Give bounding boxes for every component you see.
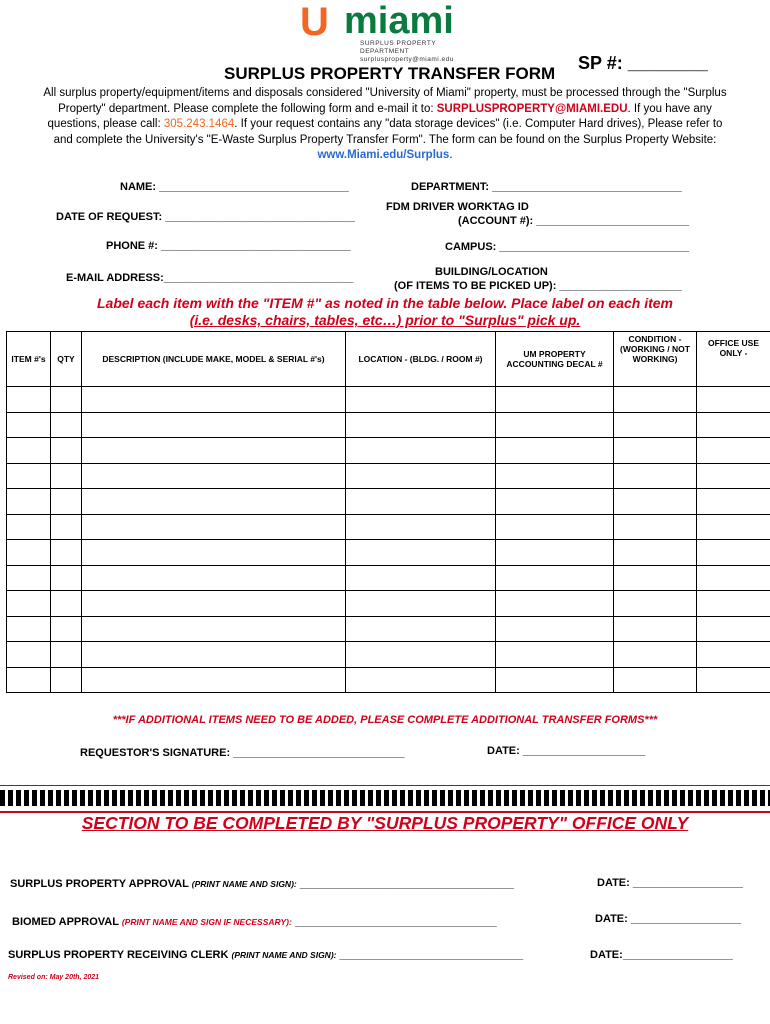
table-cell[interactable] [496,387,614,413]
table-cell[interactable] [82,514,346,540]
table-cell[interactable] [346,591,496,617]
col-item-number: ITEM #'s [7,332,51,387]
logo-wordmark: miami [344,0,454,42]
table-cell [697,565,770,591]
table-cell[interactable] [614,642,697,668]
table-cell[interactable] [7,616,51,642]
table-cell[interactable] [346,667,496,693]
table-cell[interactable] [614,489,697,515]
table-cell[interactable] [51,565,82,591]
surplus-email-link[interactable]: SURPLUSPROPERTY@MIAMI.EDU [436,102,628,115]
table-cell[interactable] [346,514,496,540]
table-row [7,463,770,489]
table-cell[interactable] [496,438,614,464]
clerk-date-field[interactable]: DATE:__________________ [590,949,733,961]
phone-number: 305.243.1464 [163,118,235,130]
table-cell[interactable] [82,438,346,464]
approval-date-field[interactable]: DATE: __________________ [597,877,743,889]
table-cell[interactable] [614,667,697,693]
table-cell[interactable] [346,616,496,642]
table-cell[interactable] [51,412,82,438]
table-cell[interactable] [496,667,614,693]
table-cell[interactable] [496,565,614,591]
form-title: SURPLUS PROPERTY TRANSFER FORM [224,64,556,83]
building-location-label: BUILDING/LOCATION [435,266,548,278]
name-field[interactable]: NAME: _______________________________ [120,181,349,193]
table-row [7,489,770,515]
table-row [7,438,770,464]
table-cell[interactable] [82,412,346,438]
table-cell[interactable] [51,489,82,515]
building-location-field[interactable]: (OF ITEMS TO BE PICKED UP): ____________________ [394,280,682,292]
table-cell[interactable] [614,438,697,464]
table-cell[interactable] [51,667,82,693]
table-row [7,667,770,693]
table-cell[interactable] [614,616,697,642]
table-row [7,387,770,413]
table-cell[interactable] [614,540,697,566]
table-cell [697,463,770,489]
table-cell[interactable] [82,591,346,617]
table-cell[interactable] [7,489,51,515]
table-cell[interactable] [7,667,51,693]
receiving-clerk-field[interactable]: SURPLUS PROPERTY RECEIVING CLERK (PRINT NAME AND SIGN): ______________________________ [8,949,524,961]
table-header-row [7,332,770,387]
table-cell[interactable] [51,514,82,540]
table-cell[interactable] [7,412,51,438]
table-row [7,540,770,566]
surplus-website-link[interactable]: www.Miami.edu/Surplus [317,149,450,161]
table-row [7,412,770,438]
sp-number-field: SP #: ________ [578,53,708,73]
table-cell[interactable] [346,489,496,515]
table-cell[interactable] [614,387,697,413]
worktag-label: FDM DRIVER WORKTAG ID [386,201,529,213]
intro-paragraph: All surplus property/equipment/items and disposals considered "University of Miami" property, must be processed through the "Surplus Property" department. Please complete the following form and e-mail it to: SURPLUSPROPERTY@MIAMI.EDU. If you have any questions, please call: 305.243.1464. If your request contains any "data storage devices" (i.e. Computer Hard drives), Please refer to and complete the University's "E-Waste Surplus Property Transfer Form". The form can be found on the Surplus Property Website: www.Miami.edu/Surplus. [43,87,727,161]
table-cell[interactable] [82,463,346,489]
table-cell[interactable] [496,616,614,642]
table-cell[interactable] [7,642,51,668]
table-cell[interactable] [82,667,346,693]
table-cell[interactable] [496,412,614,438]
table-cell[interactable] [51,463,82,489]
logo-subtitle: SURPLUS PROPERTY DEPARTMENT surplusproperty@miami.edu [360,40,454,63]
table-cell [697,540,770,566]
table-cell[interactable] [51,616,82,642]
table-cell[interactable] [496,514,614,540]
table-cell[interactable] [496,642,614,668]
table-cell[interactable] [82,387,346,413]
requestor-signature-field[interactable]: REQUESTOR'S SIGNATURE: ____________________________ [80,747,405,759]
table-row [7,616,770,642]
table-cell[interactable] [614,591,697,617]
table-cell[interactable] [346,642,496,668]
requestor-date-field[interactable]: DATE: ____________________ [487,745,646,757]
col-condition: CONDITION - (WORKING / NOT WORKING) [614,332,697,387]
table-cell [697,412,770,438]
table-cell[interactable] [346,412,496,438]
table-cell[interactable] [82,540,346,566]
email-address-field[interactable]: E-MAIL ADDRESS:_______________________________ [66,272,354,284]
col-location: LOCATION - (BLDG. / ROOM #) [346,332,496,387]
table-cell[interactable] [82,565,346,591]
table-row [7,642,770,668]
table-row [7,514,770,540]
table-cell[interactable] [346,540,496,566]
table-cell [697,438,770,464]
table-cell[interactable] [614,463,697,489]
table-row [7,591,770,617]
table-cell[interactable] [346,463,496,489]
phone-field[interactable]: PHONE #: _______________________________ [106,240,351,252]
table-cell[interactable] [51,591,82,617]
table-cell [697,667,770,693]
table-cell[interactable] [7,591,51,617]
table-cell [697,489,770,515]
table-cell[interactable] [496,463,614,489]
table-cell[interactable] [496,489,614,515]
table-cell[interactable] [614,565,697,591]
table-cell[interactable] [51,642,82,668]
table-cell[interactable] [346,565,496,591]
items-table [6,331,770,693]
office-section-heading: SECTION TO BE COMPLETED BY "SURPLUS PROPERTY" OFFICE ONLY [81,813,689,833]
table-cell[interactable] [7,565,51,591]
um-logo [300,0,480,63]
table-cell [697,642,770,668]
table-cell[interactable] [51,438,82,464]
col-decal: UM PROPERTY ACCOUNTING DECAL # [496,332,614,387]
table-cell [697,387,770,413]
table-cell[interactable] [82,642,346,668]
biomed-date-field[interactable]: DATE: __________________ [595,913,741,925]
surplus-approval-field[interactable]: SURPLUS PROPERTY APPROVAL (PRINT NAME AND SIGN): ___________________________________ [10,878,514,890]
table-cell[interactable] [496,540,614,566]
table-cell[interactable] [7,438,51,464]
divider-top [0,785,770,786]
table-cell[interactable] [82,489,346,515]
table-cell[interactable] [82,616,346,642]
col-qty: QTY [51,332,82,387]
table-cell [697,616,770,642]
table-cell[interactable] [346,387,496,413]
table-cell[interactable] [7,387,51,413]
table-cell[interactable] [614,412,697,438]
table-cell[interactable] [51,387,82,413]
table-cell[interactable] [7,463,51,489]
table-cell [697,514,770,540]
table-cell[interactable] [51,540,82,566]
table-cell [697,591,770,617]
additional-items-notice: ***IF ADDITIONAL ITEMS NEED TO BE ADDED, PLEASE COMPLETE ADDITIONAL TRANSFER FORMS*** [112,714,658,726]
biomed-approval-field[interactable]: BIOMED APPROVAL (PRINT NAME AND SIGN IF NECESSARY): _________________________________ [12,916,497,928]
campus-field[interactable]: CAMPUS: _______________________________ [445,241,690,253]
department-field[interactable]: DEPARTMENT: _______________________________ [411,181,682,193]
worktag-field[interactable]: (ACCOUNT #): _________________________ [458,215,690,227]
table-cell[interactable] [614,514,697,540]
date-of-request-field[interactable]: DATE OF REQUEST: _______________________________ [56,211,355,223]
table-cell[interactable] [346,438,496,464]
logo-u-mark: U [300,0,329,44]
labeling-instructions: Label each item with the "ITEM #" as noted in the table below. Place label on each item (i.e. desks, chairs, tables, etc…) prior to "Surplus" pick up. [96,295,673,328]
table-cell[interactable] [7,540,51,566]
table-cell[interactable] [496,591,614,617]
table-row [7,565,770,591]
table-cell[interactable] [7,514,51,540]
col-office-use: OFFICE USE ONLY - [697,332,770,387]
revision-date: Revised on: May 20th, 2021 [8,974,100,981]
col-description: DESCRIPTION (INCLUDE MAKE, MODEL & SERIAL #'s) [82,332,346,387]
perforation-bar [0,790,770,806]
